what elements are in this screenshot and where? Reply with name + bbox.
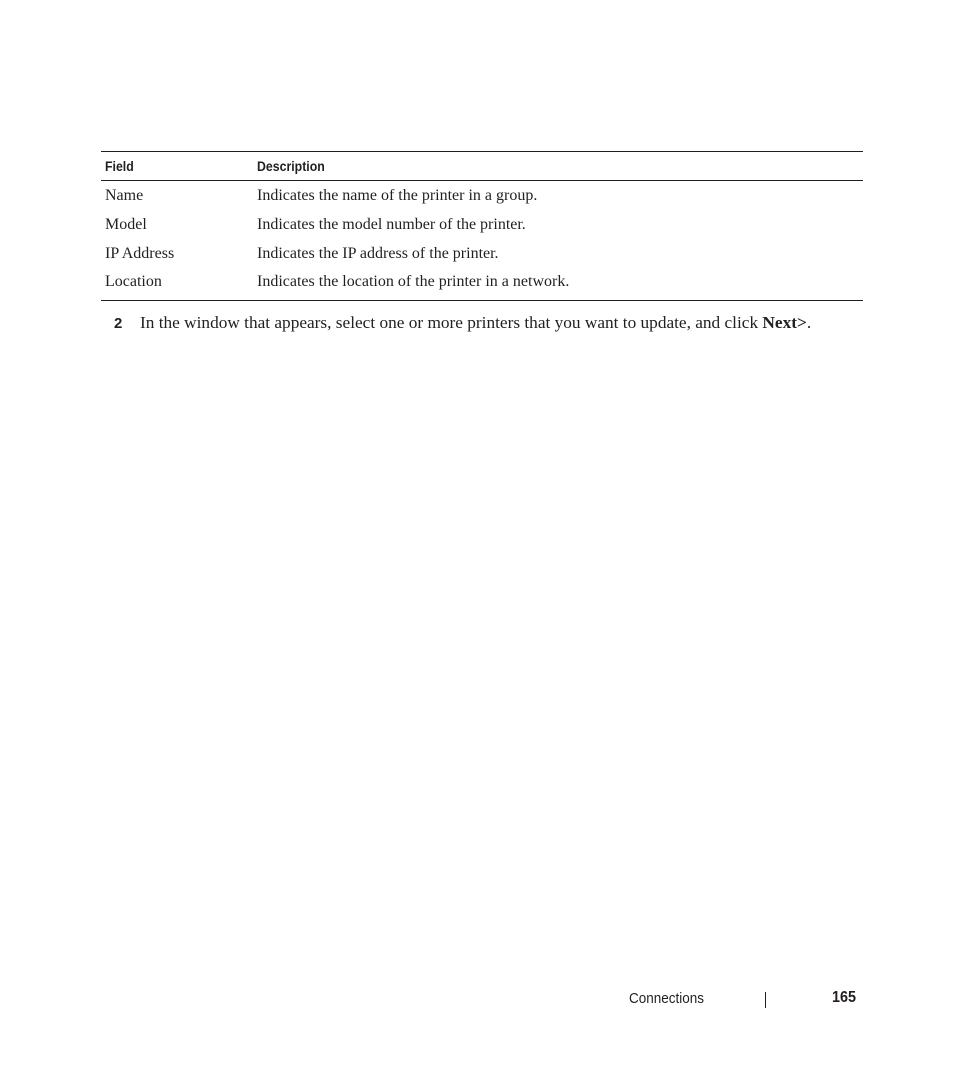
row-field: Location [105,273,162,291]
step-trailing: . [806,313,812,332]
step-text [140,313,811,333]
table-row [101,182,863,211]
instruction-step [114,313,811,333]
row-description: Indicates the IP address of the printer. [257,244,499,262]
table-row [101,268,863,297]
next-button-term: Next> [762,313,807,332]
row-description: Indicates the model number of the printer. [257,216,526,234]
footer-divider [765,992,766,1008]
step-body: In the window that appears, select one or more printers that you want to update, and click [140,313,763,332]
table-row [101,239,863,268]
row-field: Name [105,187,144,205]
row-description: Indicates the location of the printer in a network. [257,273,570,291]
footer-section-title: Connections [629,990,705,1007]
page-number: 165 [832,989,857,1006]
row-field: IP Address [105,244,175,262]
header-description: Description [257,158,325,174]
page-footer [0,988,954,1010]
table-row [101,211,863,240]
step-number: 2 [114,315,123,332]
table-header-row [101,152,863,181]
row-description: Indicates the name of the printer in a group. [257,187,538,205]
field-description-table [101,151,863,301]
table-body [101,181,863,300]
row-field: Model [105,216,147,234]
header-field: Field [105,158,134,174]
